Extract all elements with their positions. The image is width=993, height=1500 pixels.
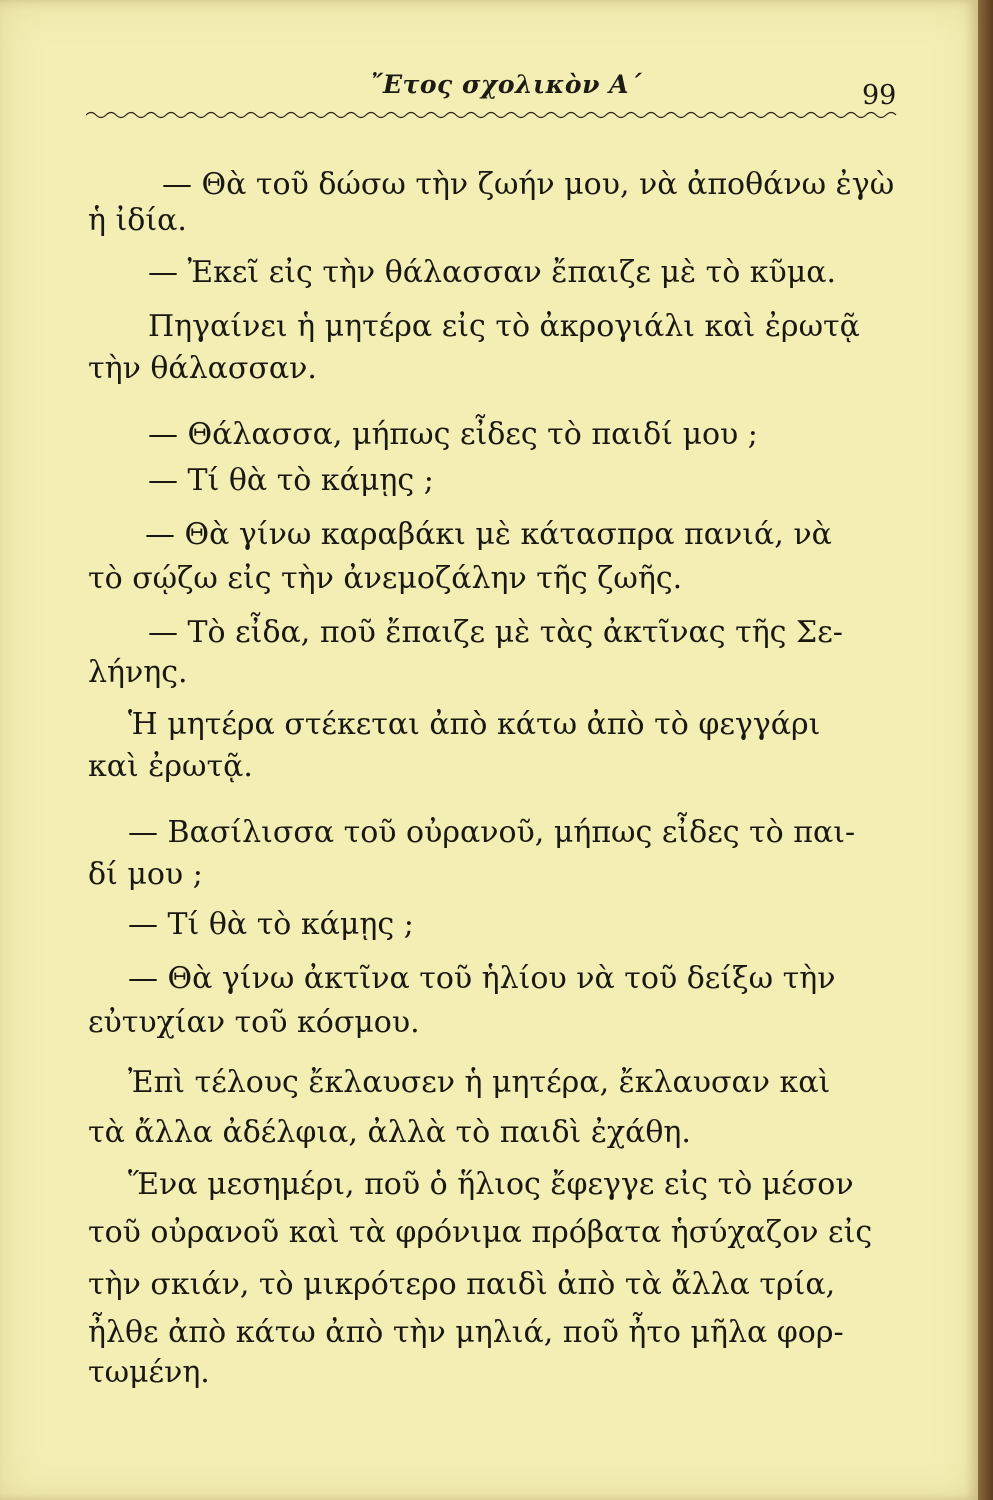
text-line: δί μου ; xyxy=(88,857,203,892)
text-line: τωμένη. xyxy=(88,1355,210,1390)
text-line: — Ἐκεῖ εἰς τὴν θάλασσαν ἔπαιζε μὲ τὸ κῦμα. xyxy=(148,255,837,290)
text-line: — Τί θὰ τὸ κάμῃς ; xyxy=(128,907,414,942)
header-ornament-rule xyxy=(86,108,900,122)
text-line: — Τὸ εἶδα, ποῦ ἔπαιζε μὲ τὰς ἀκτῖνας τῆς Σε- xyxy=(148,615,843,650)
text-line: τοῦ οὐρανοῦ καὶ τὰ φρόνιμα πρόβατα ἡσύχαζον εἰς xyxy=(88,1215,873,1250)
page-edge xyxy=(978,0,993,1500)
text-line: — Θὰ γίνω ἀκτῖνα τοῦ ἡλίου νὰ τοῦ δείξω τὴν xyxy=(128,961,836,996)
text-line: — Τί θὰ τὸ κάμῃς ; xyxy=(148,463,434,498)
text-line: Πηγαίνει ἡ μητέρα εἰς τὸ ἀκρογιάλι καὶ ἐρωτᾷ xyxy=(148,309,860,344)
running-title: ῎Ετος σχολικὸν Α΄ xyxy=(370,70,643,99)
text-line: ἦλθε ἀπὸ κάτω ἀπὸ τὴν μηλιά, ποῦ ἦτο μῆλα φορ- xyxy=(88,1315,844,1350)
text-line: εὐτυχίαν τοῦ κόσμου. xyxy=(88,1005,420,1040)
text-line: τὴν σκιάν, τὸ μικρότερο παιδὶ ἀπὸ τὰ ἄλλα τρία, xyxy=(88,1267,836,1302)
text-line: — Βασίλισσα τοῦ οὐρανοῦ, μήπως εἶδες τὸ παι- xyxy=(128,815,856,850)
text-line: τὴν θάλασσαν. xyxy=(88,351,317,386)
text-line: λήνης. xyxy=(88,655,188,690)
text-line: τὸ σῴζω εἰς τὴν ἀνεμοζάλην τῆς ζωῆς. xyxy=(88,561,683,596)
text-line: — Θὰ τοῦ δώσω τὴν ζωήν μου, νὰ ἀποθάνω ἐγὼ xyxy=(162,167,895,202)
text-line: Ἡ μητέρα στέκεται ἀπὸ κάτω ἀπὸ τὸ φεγγάρι xyxy=(128,707,821,742)
text-line: Ἐπὶ τέλους ἔκλαυσεν ἡ μητέρα, ἔκλαυσαν καὶ xyxy=(128,1065,831,1100)
text-line: — Θάλασσα, μήπως εἶδες τὸ παιδί μου ; xyxy=(148,417,758,452)
text-line: ἡ ἰδία. xyxy=(88,203,187,238)
text-line: — Θὰ γίνω καραβάκι μὲ κάτασπρα πανιά, νὰ xyxy=(145,517,832,552)
text-line: τὰ ἄλλα ἀδέλφια, ἀλλὰ τὸ παιδὶ ἐχάθη. xyxy=(88,1115,691,1150)
text-line: καὶ ἐρωτᾷ. xyxy=(88,749,253,784)
text-line: Ἕνα μεσημέρι, ποῦ ὁ ἥλιος ἔφεγγε εἰς τὸ μέσον xyxy=(128,1167,854,1202)
page-number: 99 xyxy=(862,80,897,111)
